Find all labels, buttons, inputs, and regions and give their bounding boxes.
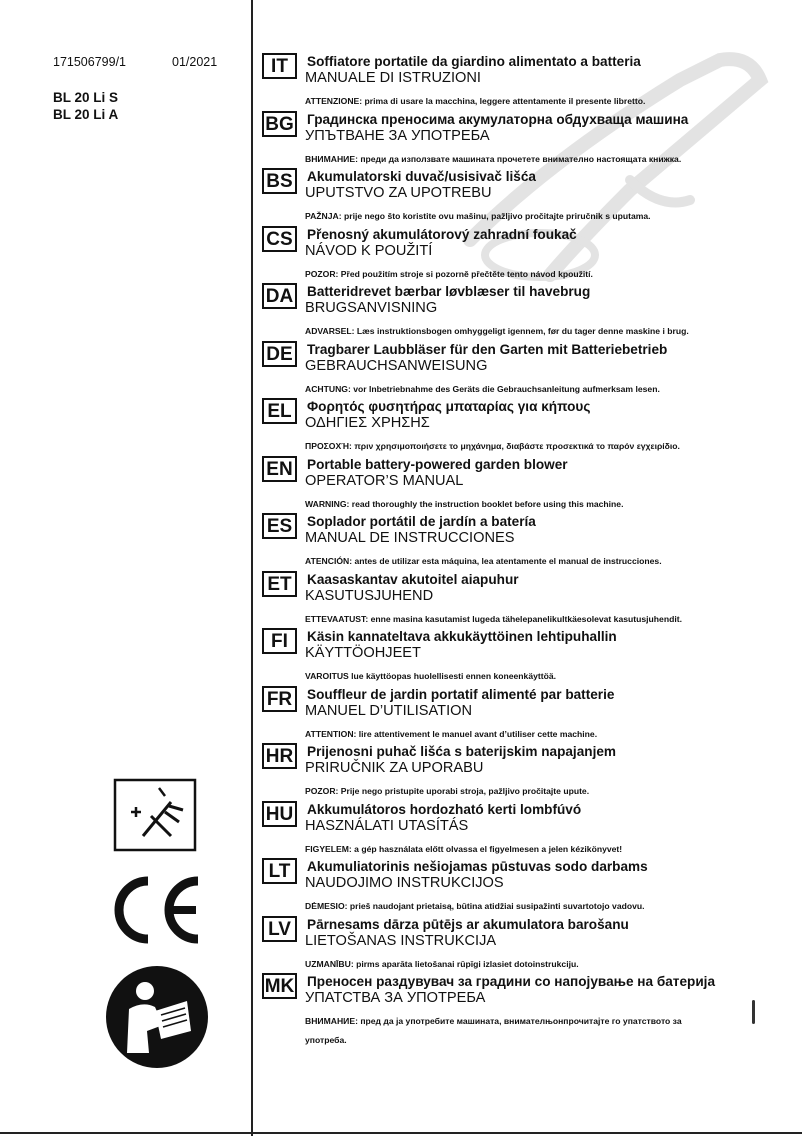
product-title: Akumulatorski duvač/usisivač lišća [307,169,536,184]
warning-text: ВНИМАНИЕ: пред да ја употребите машината, внимателњонпрочитајте го упатството за употреба. [305,1016,682,1045]
document-number: 171506799/1 [53,55,126,69]
manual-title: MANUAL DE INSTRUCCIONES [305,530,515,546]
language-code: FI [262,628,297,654]
product-title: Tragbarer Laubbläser für den Garten mit Batteriebetrieb [307,341,668,357]
document-date: 01/2021 [172,55,218,69]
language-code: MK [262,973,297,999]
product-title: Kaasaskantav akutoitel aiapuhur [307,571,519,587]
language-block-fr [262,685,792,743]
product-title: Prijenosni puhač lišća s baterijskim napajanjem [307,744,616,759]
language-block-de [262,340,792,398]
manual-title: GEBRAUCHSANWEISUNG [305,357,488,374]
language-list [262,52,792,1045]
language-code: DA [262,283,297,309]
warning-text: ETTEVAATUST: enne masina kasutamist lugeda tähelepanelikultkäesolevat kasutusjuhendit. [305,613,682,624]
language-block-fi [262,627,792,685]
product-title: Φορητός φυσητήρας μπαταρίας για κήπους [307,399,591,414]
manual-title: LIETOŠANAS INSTRUKCIJA [305,932,497,949]
product-title: Pārnesams dārza pūtējs ar akumulatora barošanu [307,916,629,932]
warning-text: VAROITUS lue käyttöopas huolellisesti ennen koneenkäyttöä. [305,671,557,681]
language-block-it [262,52,792,110]
warning-text: ATTENTION: lire attentivement le manuel avant d’utiliser cette machine. [305,728,598,739]
left-panel [0,0,252,1136]
language-block-hr [262,742,792,800]
language-code: IT [262,53,297,79]
warning-text: POZOR: Před použitím stroje si pozorně přečtěte tento návod kpoužití. [305,268,593,279]
manual-title: УПЪТВАНЕ ЗА УПОТРЕБА [305,127,490,144]
bottom-border [0,1132,802,1134]
language-block-da [262,282,792,340]
manual-title: ΟΔΗΓΙΕΣ ΧΡΗΣΗΣ [305,415,430,431]
product-title: Soffiatore portatile da giardino alimentato a batteria [307,54,641,69]
language-block-el [262,397,792,455]
product-title: Akkumulátoros hordozható kerti lombfúvó [307,801,582,817]
warning-text: FIGYELEM: a gép használata előtt olvassa el figyelmesen a jelen kézikönyvet! [305,843,623,854]
manual-title: MANUALE DI ISTRUZIONI [305,70,481,86]
language-code: ET [262,571,297,597]
manual-title: PRIRUČNIK ZA UPORABU [305,760,484,776]
warning-text: ВНИМАНИЕ: преди да използвате машината прочетете внимателно настоящата книжка. [305,153,682,164]
product-title: Batteridrevet bærbar løvblæser til havebrug [307,284,591,299]
language-code: DE [262,341,297,367]
language-code: EL [262,398,297,424]
language-code: CS [262,226,297,252]
language-code: ES [262,513,297,539]
warning-text: ATENCIÓN: antes de utilizar esta máquina, lea atentamente el manual de instrucciones. [305,556,662,566]
page-edge-mark [752,1000,755,1024]
language-block-cs [262,225,792,283]
language-code: FR [262,686,297,712]
product-title: Přenosný akumulátorový zahradní foukač [307,226,577,242]
language-code: HR [262,743,297,769]
ce-mark-icon [110,875,206,945]
manual-title: MANUEL D’UTILISATION [305,702,473,719]
warning-text: DĖMESIO: prieš naudojant prietaisą, būtina atidžiai susipažinti suvartotojo vadovu. [305,901,645,911]
product-title: Käsin kannateltava akkukäyttöinen lehtipuhallin [307,629,617,644]
language-block-et [262,570,792,628]
product-title: Soplador portátil de jardín a batería [307,514,536,529]
language-block-lt [262,857,792,915]
vertical-divider [251,0,253,1136]
manual-title: OPERATOR’S MANUAL [305,472,464,489]
warning-text: ADVARSEL: Læs instruktionsbogen omhyggeligt igennem, før du tager denne maskine i brug. [305,326,689,336]
manual-title: NAUDOJIMO INSTRUKCIJOS [305,875,504,891]
language-code: EN [262,456,297,482]
model-name-2: BL 20 Li A [53,107,119,122]
product-title: Градинска преносима акумулаторна обдухваща машина [307,111,689,127]
model-name-1: BL 20 Li S [53,90,119,105]
product-title: Akumuliatorinis nešiojamas pūstuvas sodo darbams [307,859,648,874]
warning-text: PAŽNJA: prije nego što koristite ovu mašinu, pažljivo pročitajte priručnik s uputama. [305,211,651,221]
manual-title: HASZNÁLATI UTASÍTÁS [305,817,469,834]
manual-title: УПАТСТВА ЗА УПОТРЕБА [305,990,486,1006]
warning-text: ATTENZIONE: prima di usare la macchina, leggere attentamente il presente libretto. [305,96,646,106]
manual-title: KÄYTTÖOHJEET [305,645,421,661]
manual-title: KASUTUSJUHEND [305,587,434,604]
manual-title: UPUTSTVO ZA UPOTREBU [305,185,492,201]
warning-text: POZOR: Prije nego pristupite uporabi stroja, pažljivo pročitajte upute. [305,786,590,796]
warning-sign-icon [113,778,197,852]
language-block-lv [262,915,792,973]
product-title: Souffleur de jardin portatif alimenté par batterie [307,686,615,702]
product-title: Преносен раздувувач за градини со напојување на батерија [307,974,716,989]
language-block-es [262,512,792,570]
language-code: BS [262,168,297,194]
language-code: HU [262,801,297,827]
language-block-bg [262,110,792,168]
language-block-bs [262,167,792,225]
product-title: Portable battery-powered garden blower [307,456,568,472]
warning-text: ACHTUNG: vor Inbetriebnahme des Geräts die Gebrauchsanleitung aufmerksam lesen. [305,383,660,394]
language-block-mk [262,972,792,1045]
language-code: LT [262,858,297,884]
manual-title: NÁVOD K POUŽITÍ [305,242,433,259]
manual-title: BRUGSANVISNING [305,300,438,316]
read-manual-icon [105,965,209,1069]
warning-text: ΠΡΟΣΟΧΉ: πριν χρησιμοποιήσετε το μηχάνημα, διαβάστε προσεκτικά το παρόν εγχειρίδιο. [305,441,680,451]
language-code: LV [262,916,297,942]
language-block-en [262,455,792,513]
warning-text: WARNING: read thoroughly the instruction booklet before using this machine. [305,498,624,509]
warning-text: UZMANĪBU: pirms aparāta lietošanai rūpīgi izlasiet dotoinstrukciju. [305,958,579,969]
language-code: BG [262,111,297,137]
language-block-hu [262,800,792,858]
